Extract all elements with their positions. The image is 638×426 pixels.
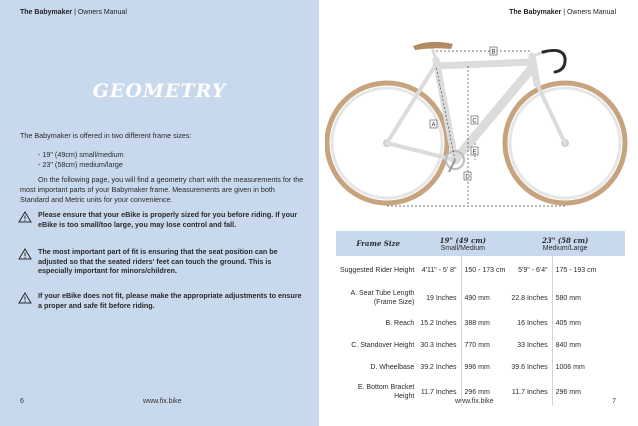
cell-value: 4'11" - 5' 8" bbox=[421, 266, 457, 274]
table-row bbox=[336, 312, 625, 334]
frame-size-header: Frame Size bbox=[336, 231, 420, 256]
cell-value: 580 mm bbox=[552, 284, 625, 312]
row-label: A. Seat Tube Length (Frame Size) bbox=[350, 290, 415, 306]
size-b-header: 23" (58 cm) bbox=[505, 231, 625, 245]
dim-label-a bbox=[430, 120, 437, 129]
dim-label-e bbox=[471, 147, 478, 156]
left-running-header: The Babymaker | Owners Manual bbox=[20, 9, 127, 16]
table-row bbox=[336, 256, 625, 284]
left-page-number: 6 bbox=[20, 398, 24, 405]
cell-value: 22.8 Inches bbox=[511, 294, 548, 302]
cell-value: 296 mm bbox=[552, 378, 625, 406]
cell-value: 19 Inches bbox=[426, 294, 457, 302]
cell-value: 30.3 Inches bbox=[420, 341, 457, 349]
cell-value: 16 Inches bbox=[517, 319, 548, 327]
left-footer-url[interactable]: www.fix.bike bbox=[143, 398, 182, 405]
intro-paragraph: The Babymaker is offered in two different frame sizes: bbox=[20, 131, 192, 140]
table-row bbox=[336, 356, 625, 378]
row-label: C. Standover Height bbox=[351, 341, 415, 349]
cell-value: 33 Inches bbox=[517, 341, 548, 349]
cell-value: 11.7 Inches bbox=[511, 388, 548, 396]
handlebar bbox=[543, 50, 565, 72]
table-row bbox=[336, 284, 625, 312]
warning-triangle-icon bbox=[18, 292, 32, 304]
svg-text:E: E bbox=[472, 149, 477, 156]
warning-text: If your eBike does not fit, please make the appropriate adjustments to ensure a proper and safe fit before riding. bbox=[38, 291, 302, 310]
frame-size-list bbox=[38, 150, 124, 170]
svg-text:C: C bbox=[472, 118, 477, 125]
cell-value: 5'9" - 6'4" bbox=[518, 266, 548, 274]
cell-value: 996 mm bbox=[461, 356, 505, 378]
right-page-number: 7 bbox=[612, 398, 616, 405]
size-a-header: 19" (49 cm) bbox=[420, 231, 505, 245]
bike-geometry-diagram bbox=[325, 20, 631, 220]
table-row bbox=[336, 334, 625, 356]
size-b-subheader: Medium/Large bbox=[505, 245, 625, 256]
size-a-subheader: Small/Medium bbox=[420, 245, 505, 256]
warning-fit-adjust bbox=[18, 291, 306, 310]
cell-value: 840 mm bbox=[552, 334, 625, 356]
cell-value: 770 mm bbox=[461, 334, 505, 356]
geometry-table bbox=[336, 231, 625, 406]
cell-value: 388 mm bbox=[461, 312, 505, 334]
row-label: Suggested Rider Height bbox=[339, 266, 415, 274]
row-label: E. Bottom Bracket Height bbox=[357, 384, 415, 400]
cell-value: 11.7 Inches bbox=[420, 388, 457, 396]
cell-value: 150 - 173 cm bbox=[461, 256, 505, 284]
cell-value: 296 mm bbox=[461, 378, 505, 406]
cell-value: 15.2 Inches bbox=[420, 319, 457, 327]
cell-value: 1006 mm bbox=[552, 356, 625, 378]
svg-text:A: A bbox=[431, 122, 436, 129]
row-label: B. Reach bbox=[385, 319, 415, 327]
cell-value: 490 mm bbox=[461, 284, 505, 312]
warning-text: Please ensure that your eBike is properly sized for you before riding. If your eBike is too small/too large, you may lose control and fall. bbox=[38, 210, 298, 229]
geometry-chart-paragraph: On the following page, you will find a geometry chart with the measurements for the most important parts of your Babymaker frame. Measurements are given in both Standard and Metric units for your convenience. bbox=[20, 175, 304, 204]
cell-value: 405 mm bbox=[552, 312, 625, 334]
warning-triangle-icon bbox=[18, 248, 32, 260]
cell-value: 39.6 Inches bbox=[511, 363, 548, 371]
dim-label-c bbox=[471, 116, 478, 125]
bike-frame bbox=[387, 47, 565, 160]
list-item: - 23" (58cm) medium/large bbox=[38, 160, 124, 170]
table-row bbox=[336, 378, 625, 406]
right-footer-url[interactable]: www.fix.bike bbox=[455, 398, 494, 405]
page-title: GEOMETRY bbox=[92, 80, 227, 102]
dim-label-b bbox=[490, 47, 497, 56]
dim-label-d bbox=[464, 172, 471, 181]
warning-text: The most important part of fit is ensuring that the seat position can be adjusted so that the seated riders' feet can touch the ground. This is especially important for minors/children. bbox=[38, 247, 278, 276]
cell-value: 39.2 Inches bbox=[420, 363, 457, 371]
table-header-row bbox=[336, 231, 625, 245]
svg-text:D: D bbox=[465, 174, 470, 181]
cell-value: 175 - 193 cm bbox=[552, 256, 625, 284]
warning-triangle-icon bbox=[18, 211, 32, 223]
list-item: - 19" (49cm) small/medium bbox=[38, 150, 124, 160]
warning-seat-position bbox=[18, 247, 306, 276]
right-running-header: The Babymaker | Owners Manual bbox=[509, 9, 616, 16]
warning-size bbox=[18, 210, 306, 229]
svg-text:B: B bbox=[491, 49, 496, 56]
row-label: D. Wheelbase bbox=[370, 363, 415, 371]
